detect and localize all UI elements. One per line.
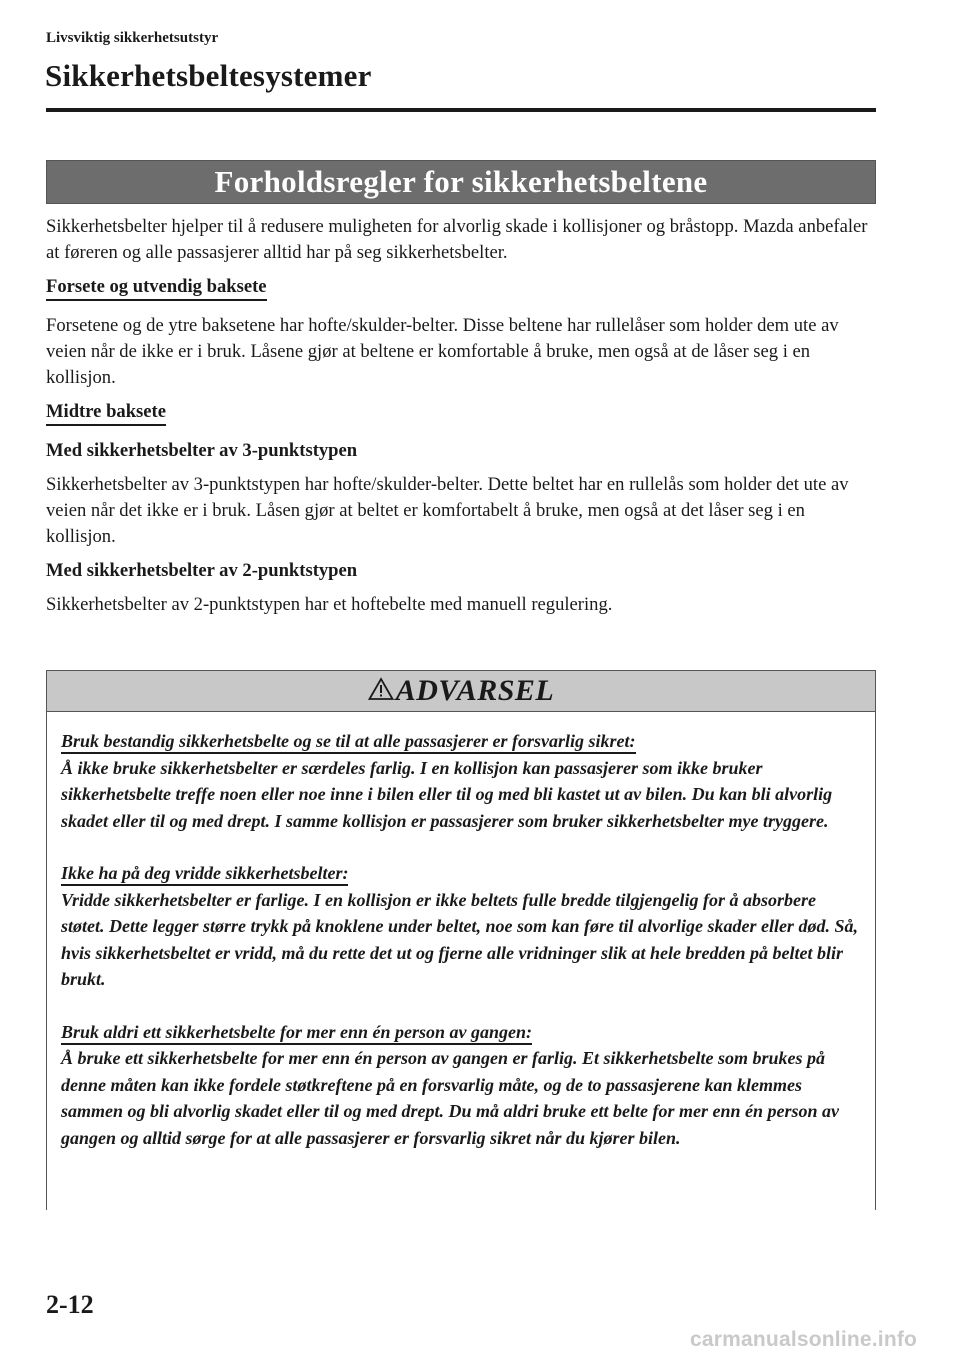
two-point-heading: Med sikkerhetsbelter av 2-punktstypen [46, 560, 358, 581]
front-seat-heading: Forsete og utvendig baksete [46, 276, 267, 301]
warning-box [46, 670, 876, 1210]
two-point-paragraph: Sikkerhetsbelter av 2-punktstypen har et hoftebelte med manuell regulering. [46, 594, 613, 615]
warning-item [61, 728, 861, 834]
warning-title: ADVARSEL [395, 674, 555, 707]
page-number: 2-12 [46, 1290, 94, 1319]
topic-banner [46, 160, 876, 204]
three-point-heading: Med sikkerhetsbelter av 3-punktstypen [46, 440, 358, 461]
middle-seat-heading: Midtre baksete [46, 401, 166, 426]
warning-item-heading: Bruk aldri ett sikkerhetsbelte for mer enn én person av gangen: [61, 1021, 532, 1045]
intro-paragraph: Sikkerhetsbelter hjelper til å redusere muligheten for alvorlig skade i kollisjoner og bråstopp. Mazda anbefaler at føreren og alle passasjerer alltid har på seg sikkerhetsbelter. [46, 216, 868, 263]
warning-item [61, 860, 861, 993]
warning-item-heading: Bruk bestandig sikkerhetsbelte og se til at alle passasjerer er forsvarlig sikret: [61, 730, 636, 754]
warning-item-text: Å bruke ett sikkerhetsbelte for mer enn én person av gangen er farlig. Et sikkerhetsbelte som brukes på denne måten kan ikke fordele støtkreftene på en forsvarlig måte, og de to passasjerene kan klemmes sammen og bli alvorlig skadet eller til og med drept. Du må aldri bruke ett belte for mer enn én person av gangen og alltid sørge for at alle passasjerer er forsvarlig sikret når du kjører bilen. [61, 1048, 839, 1148]
main-content [46, 214, 876, 626]
topic-title: Forholdsregler for sikkerhetsbeltene [214, 164, 708, 199]
front-seat-paragraph: Forsetene og de ytre baksetene har hofte/skulder-belter. Disse beltene har rullelåser som holder dem ute av veien når de ikke er i bruk. Låsene gjør at beltene er komfortable å bruke, men også at de låser seg i en kollisjon. [46, 315, 839, 388]
warning-header [47, 671, 875, 712]
three-point-paragraph: Sikkerhetsbelter av 3-punktstypen har hofte/skulder-belter. Dette beltet har en rullelås som holder det ute av veien når det ikke er i bruk. Låsen gjør at beltet er komfortabelt å bruke, men også at det låser seg i en kollisjon. [46, 474, 849, 547]
warning-item-text: Å ikke bruke sikkerhetsbelter er særdeles farlig. I en kollisjon kan passasjerer som ikke bruker sikkerhetsbelte treffe noen eller noe inne i bilen eller til og med bli kastet ut av bilen. Du kan bli alvorlig skadet eller til og med drept. I samme kollisjon er passasjerer som bruker sikkerhetsbelter mye tryggere. [61, 757, 833, 831]
watermark: carmanualsonline.info [690, 1328, 918, 1351]
warning-body [47, 712, 875, 1151]
warning-item [61, 1019, 861, 1152]
header-divider [46, 108, 876, 112]
chapter-title: Livsviktig sikkerhetsutstyr [46, 30, 219, 46]
section-title: Sikkerhetsbeltesystemer [45, 58, 372, 93]
warning-item-text: Vridde sikkerhetsbelter er farlige. I en kollisjon er ikke beltets fulle bredde tilgjengelig for å absorbere støtet. Dette legger større trykk på knoklene under beltet, noe som kan føre til alvorlige skader eller død. Så, hvis sikkerhetsbeltet er vridd, må du rette det ut og fjerne alle vridninger slik at hele bredden på beltet blir brukt. [61, 889, 858, 989]
warning-item-heading: Ikke ha på deg vridde sikkerhetsbelter: [61, 862, 348, 886]
warning-triangle-icon [368, 677, 394, 701]
